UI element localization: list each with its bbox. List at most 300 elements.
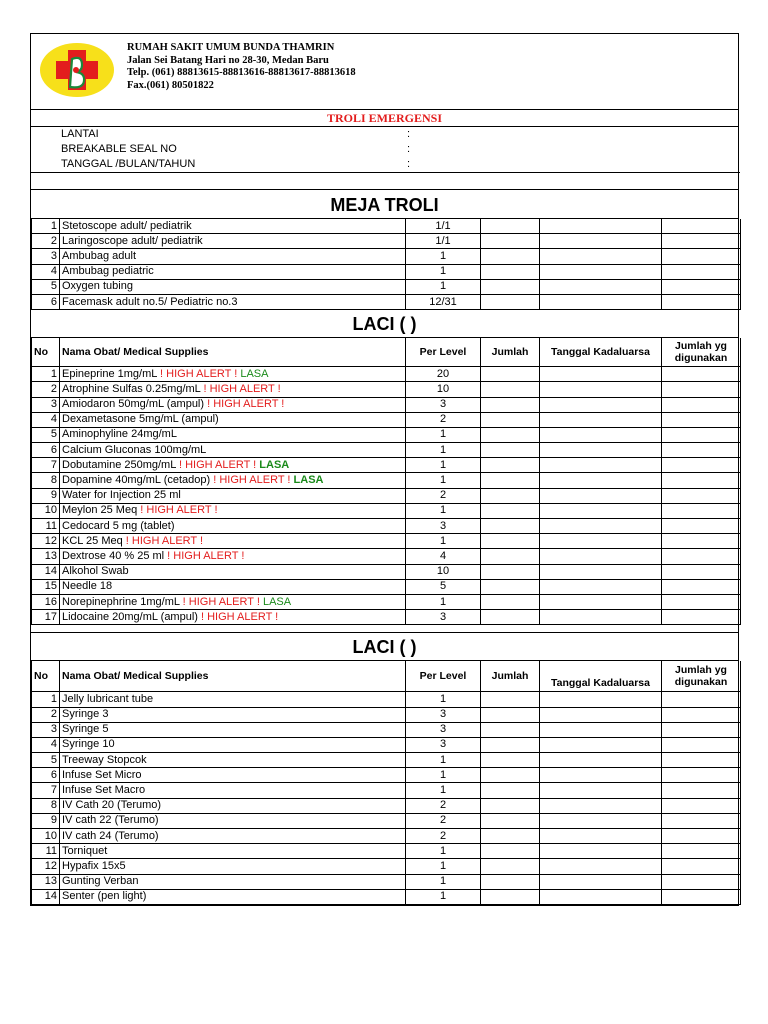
jumlah-cell[interactable]	[481, 443, 540, 458]
table-row	[32, 503, 741, 518]
info-blank	[31, 127, 59, 142]
table-row	[32, 737, 741, 752]
item-name-cell	[60, 737, 406, 752]
digunakan-cell[interactable]	[662, 783, 741, 798]
tanggal-cell[interactable]	[540, 783, 662, 798]
item-name-cell	[60, 610, 406, 625]
item-name: Stetoscope adult/ pediatrik	[60, 219, 406, 234]
jumlah-cell[interactable]	[481, 382, 540, 397]
item-name: Needle 18	[62, 580, 113, 593]
item-name-cell	[60, 473, 406, 488]
item-name: Jelly lubricant tube	[62, 692, 154, 705]
lasa-label: LASA	[262, 595, 292, 608]
tanggal-cell[interactable]	[540, 488, 662, 503]
per-level: 1	[406, 264, 481, 279]
digunakan-cell[interactable]	[662, 594, 741, 609]
item-name-cell	[60, 564, 406, 579]
per-level: 3	[406, 707, 481, 722]
per-level: 2	[406, 412, 481, 427]
table-row	[32, 594, 741, 609]
item-name: Calcium Gluconas 100mg/mL	[62, 443, 207, 456]
item-name: Atrophine Sulfas 0.25mg/mL	[62, 382, 204, 395]
item-name-cell	[60, 813, 406, 828]
digunakan-cell[interactable]	[662, 707, 741, 722]
digunakan-cell[interactable]	[662, 219, 741, 234]
item-name-cell	[60, 382, 406, 397]
table-row	[32, 798, 741, 813]
laci-2-title: LACI ( )	[31, 632, 738, 661]
row-number: 5	[32, 427, 60, 442]
item-name: Lidocaine 20mg/mL (ampul)	[62, 610, 201, 623]
row-number: 8	[32, 798, 60, 813]
table-row	[32, 397, 741, 412]
jumlah-cell[interactable]	[481, 737, 540, 752]
item-name-cell	[60, 412, 406, 427]
table-row	[32, 692, 741, 707]
row-number: 2	[32, 234, 60, 249]
digunakan-cell[interactable]	[662, 722, 741, 737]
per-level: 1	[406, 889, 481, 904]
per-level: 1	[406, 844, 481, 859]
digunakan-cell[interactable]	[662, 264, 741, 279]
jumlah-cell[interactable]	[481, 859, 540, 874]
form-sheet	[30, 33, 739, 906]
tanggal-cell[interactable]	[540, 473, 662, 488]
laci-2-table	[31, 661, 741, 905]
item-name: Ambubag pediatric	[60, 264, 406, 279]
high-alert-label: ! HIGH ALERT !	[167, 549, 245, 562]
per-level: 1/1	[406, 234, 481, 249]
tanggal-cell[interactable]	[540, 829, 662, 844]
table-row	[32, 249, 741, 264]
digunakan-cell[interactable]	[662, 234, 741, 249]
table-row	[32, 813, 741, 828]
row-number: 5	[32, 753, 60, 768]
per-level: 1	[406, 594, 481, 609]
jumlah-cell[interactable]	[481, 488, 540, 503]
item-name: Cedocard 5 mg (tablet)	[62, 519, 175, 532]
lasa-label: LASA	[293, 474, 324, 487]
row-number: 7	[32, 783, 60, 798]
per-level: 2	[406, 813, 481, 828]
table-header-row	[32, 338, 741, 367]
item-name-cell	[60, 549, 406, 564]
hospital-address: Jalan Sei Batang Hari no 28-30, Medan Baru	[127, 54, 329, 66]
tanggal-cell[interactable]	[540, 264, 662, 279]
jumlah-cell[interactable]	[481, 412, 540, 427]
jumlah-cell[interactable]	[481, 397, 540, 412]
per-level: 1	[406, 874, 481, 889]
digunakan-cell[interactable]	[662, 549, 741, 564]
tanggal-cell[interactable]	[540, 564, 662, 579]
item-name: Dexametasone 5mg/mL (ampul)	[62, 413, 219, 426]
row-number: 10	[32, 829, 60, 844]
tanggal-cell[interactable]	[540, 549, 662, 564]
tanggal-cell[interactable]	[540, 234, 662, 249]
header-digunakan: Jumlah yg digunakan	[662, 661, 741, 692]
jumlah-cell[interactable]	[481, 534, 540, 549]
table-row	[32, 889, 741, 904]
tanggal-cell[interactable]	[540, 397, 662, 412]
row-number: 6	[32, 443, 60, 458]
table-row	[32, 488, 741, 503]
tanggal-cell[interactable]	[540, 889, 662, 904]
digunakan-cell[interactable]	[662, 874, 741, 889]
tanggal-cell[interactable]	[540, 610, 662, 625]
laci-1-title: LACI ( )	[31, 310, 738, 338]
row-number: 7	[32, 458, 60, 473]
digunakan-cell[interactable]	[662, 294, 741, 309]
table-row	[32, 473, 741, 488]
row-number: 12	[32, 859, 60, 874]
item-name-cell	[60, 367, 406, 382]
table-row	[32, 610, 741, 625]
table-header-row	[32, 661, 741, 692]
table-row	[32, 874, 741, 889]
item-name-cell	[60, 503, 406, 518]
item-name: Laringoscope adult/ pediatrik	[60, 234, 406, 249]
jumlah-cell[interactable]	[481, 707, 540, 722]
row-number: 6	[32, 294, 60, 309]
tanggal-cell[interactable]	[540, 737, 662, 752]
row-number: 9	[32, 488, 60, 503]
tanggal-cell[interactable]	[540, 427, 662, 442]
jumlah-cell[interactable]	[481, 519, 540, 534]
jumlah-cell[interactable]	[481, 367, 540, 382]
info-blank	[31, 157, 59, 173]
digunakan-cell[interactable]	[662, 692, 741, 707]
letterhead	[31, 34, 738, 110]
header-name: Nama Obat/ Medical Supplies	[60, 661, 406, 692]
tanggal-cell[interactable]	[540, 382, 662, 397]
tanggal-cell[interactable]	[540, 519, 662, 534]
jumlah-cell[interactable]	[481, 722, 540, 737]
item-name-cell	[60, 443, 406, 458]
table-row	[32, 279, 741, 294]
item-name: Dextrose 40 % 25 ml	[62, 549, 168, 562]
spacer-row	[31, 173, 738, 190]
jumlah-cell[interactable]	[481, 610, 540, 625]
digunakan-cell[interactable]	[662, 427, 741, 442]
tanggal-cell[interactable]	[540, 722, 662, 737]
tanggal-cell[interactable]	[540, 768, 662, 783]
tanggal-cell[interactable]	[540, 874, 662, 889]
table-row	[32, 564, 741, 579]
table-row	[32, 427, 741, 442]
item-name-cell	[60, 594, 406, 609]
table-row	[32, 458, 741, 473]
tanggal-cell[interactable]	[540, 753, 662, 768]
digunakan-cell[interactable]	[662, 844, 741, 859]
jumlah-cell[interactable]	[481, 279, 540, 294]
jumlah-cell[interactable]	[481, 473, 540, 488]
per-level: 1	[406, 534, 481, 549]
row-number: 4	[32, 412, 60, 427]
item-name-cell	[60, 519, 406, 534]
digunakan-cell[interactable]	[662, 753, 741, 768]
row-number: 1	[32, 692, 60, 707]
item-name: Alkohol Swab	[62, 565, 129, 578]
jumlah-cell[interactable]	[481, 874, 540, 889]
item-name: Norepinephrine 1mg/mL	[62, 595, 183, 608]
jumlah-cell[interactable]	[481, 692, 540, 707]
per-level: 4	[406, 549, 481, 564]
info-value-field[interactable]: :	[407, 158, 411, 170]
item-name: Syringe 3	[62, 708, 109, 721]
item-name-cell	[60, 753, 406, 768]
tanggal-cell[interactable]	[540, 707, 662, 722]
form-title: TROLI EMERGENSI	[31, 110, 738, 127]
info-table	[31, 127, 740, 173]
jumlah-cell[interactable]	[481, 889, 540, 904]
jumlah-cell[interactable]	[481, 768, 540, 783]
per-level: 1	[406, 783, 481, 798]
digunakan-cell[interactable]	[662, 367, 741, 382]
header-per-level: Per Level	[406, 338, 481, 367]
jumlah-cell[interactable]	[481, 564, 540, 579]
hospital-name: RUMAH SAKIT UMUM BUNDA THAMRIN	[127, 42, 335, 53]
item-name-cell	[60, 798, 406, 813]
digunakan-cell[interactable]	[662, 813, 741, 828]
item-name: Meylon 25 Meq	[62, 504, 141, 517]
digunakan-cell[interactable]	[662, 443, 741, 458]
per-level: 2	[406, 488, 481, 503]
item-name-cell	[60, 458, 406, 473]
row-number: 4	[32, 264, 60, 279]
tanggal-cell[interactable]	[540, 443, 662, 458]
digunakan-cell[interactable]	[662, 397, 741, 412]
digunakan-cell[interactable]	[662, 798, 741, 813]
lasa-label: LASA	[240, 367, 269, 380]
jumlah-cell[interactable]	[481, 579, 540, 594]
row-number: 2	[32, 382, 60, 397]
jumlah-cell[interactable]	[481, 294, 540, 309]
table-row	[32, 829, 741, 844]
header-per-level: Per Level	[406, 661, 481, 692]
per-level: 3	[406, 519, 481, 534]
header-digunakan: Jumlah yg digunakan	[662, 338, 741, 367]
lasa-label: LASA	[259, 458, 290, 471]
item-name-cell	[60, 783, 406, 798]
tanggal-cell[interactable]	[540, 412, 662, 427]
tanggal-cell[interactable]	[540, 219, 662, 234]
item-name: Dopamine 40mg/mL (cetadop)	[62, 474, 214, 487]
table-row	[32, 753, 741, 768]
header-no: No	[32, 338, 60, 367]
jumlah-cell[interactable]	[481, 219, 540, 234]
high-alert-label: ! HIGH ALERT !	[207, 398, 285, 411]
hospital-phone: Telp. (061) 88813615-88813616-88813617-88813618	[127, 67, 356, 79]
jumlah-cell[interactable]	[481, 594, 540, 609]
digunakan-cell[interactable]	[662, 829, 741, 844]
tanggal-cell[interactable]	[540, 692, 662, 707]
row-number: 1	[32, 367, 60, 382]
row-number: 3	[32, 397, 60, 412]
tanggal-cell[interactable]	[540, 367, 662, 382]
table-row	[32, 382, 741, 397]
jumlah-cell[interactable]	[481, 249, 540, 264]
header-name: Nama Obat/ Medical Supplies	[60, 338, 406, 367]
per-level: 1	[406, 503, 481, 518]
per-level: 10	[406, 564, 481, 579]
meja-troli-table	[31, 219, 741, 310]
row-number: 11	[32, 844, 60, 859]
tanggal-cell[interactable]	[540, 503, 662, 518]
digunakan-cell[interactable]	[662, 473, 741, 488]
info-label: LANTAI	[61, 128, 99, 140]
tanggal-cell[interactable]	[540, 798, 662, 813]
per-level: 3	[406, 737, 481, 752]
table-row	[32, 219, 741, 234]
item-name: Syringe 5	[62, 723, 109, 736]
item-name-cell	[60, 859, 406, 874]
per-level: 1	[406, 768, 481, 783]
row-number: 15	[32, 579, 60, 594]
info-row	[31, 157, 740, 173]
table-row	[32, 367, 741, 382]
table-row	[32, 412, 741, 427]
item-name-cell	[60, 692, 406, 707]
tanggal-cell[interactable]	[540, 458, 662, 473]
table-row	[32, 768, 741, 783]
jumlah-cell[interactable]	[481, 753, 540, 768]
per-level: 1	[406, 443, 481, 458]
high-alert-label: ! HIGH ALERT !	[140, 504, 218, 517]
digunakan-cell[interactable]	[662, 889, 741, 904]
item-name: Aminophyline 24mg/mL	[62, 428, 177, 441]
tanggal-cell[interactable]	[540, 859, 662, 874]
row-number: 13	[32, 874, 60, 889]
item-name-cell	[60, 874, 406, 889]
hospital-logo-icon	[39, 42, 115, 98]
per-level: 10	[406, 382, 481, 397]
tanggal-cell[interactable]	[540, 279, 662, 294]
high-alert-label: ! HIGH ALERT !	[160, 367, 241, 380]
jumlah-cell[interactable]	[481, 798, 540, 813]
digunakan-cell[interactable]	[662, 579, 741, 594]
tanggal-cell[interactable]	[540, 294, 662, 309]
item-name: Infuse Set Macro	[62, 784, 146, 797]
table-row	[32, 549, 741, 564]
tanggal-cell[interactable]	[540, 844, 662, 859]
per-level: 1	[406, 249, 481, 264]
row-number: 8	[32, 473, 60, 488]
row-number: 1	[32, 219, 60, 234]
digunakan-cell[interactable]	[662, 534, 741, 549]
item-name: Treeway Stopcok	[62, 753, 147, 766]
hospital-fax: Fax.(061) 80501822	[127, 79, 214, 91]
row-number: 16	[32, 594, 60, 609]
tanggal-cell[interactable]	[540, 534, 662, 549]
item-name: Facemask adult no.5/ Pediatric no.3	[60, 294, 406, 309]
digunakan-cell[interactable]	[662, 412, 741, 427]
info-value-field[interactable]: :	[407, 128, 411, 140]
per-level: 3	[406, 610, 481, 625]
jumlah-cell[interactable]	[481, 829, 540, 844]
item-name: Epineprine 1mg/mL	[62, 367, 161, 380]
row-number: 14	[32, 564, 60, 579]
item-name-cell	[60, 889, 406, 904]
item-name-cell	[60, 844, 406, 859]
digunakan-cell[interactable]	[662, 519, 741, 534]
table-row	[32, 519, 741, 534]
digunakan-cell[interactable]	[662, 610, 741, 625]
header-no: No	[32, 661, 60, 692]
high-alert-label: ! HIGH ALERT !	[179, 458, 260, 471]
table-row	[32, 844, 741, 859]
item-name-cell	[60, 707, 406, 722]
jumlah-cell[interactable]	[481, 264, 540, 279]
jumlah-cell[interactable]	[481, 503, 540, 518]
tanggal-cell[interactable]	[540, 249, 662, 264]
info-value-field[interactable]: :	[407, 143, 411, 155]
high-alert-label: ! HIGH ALERT !	[201, 610, 279, 623]
jumlah-cell[interactable]	[481, 783, 540, 798]
row-number: 14	[32, 889, 60, 904]
item-name: Syringe 10	[62, 738, 115, 751]
item-name: Gunting Verban	[62, 875, 139, 888]
digunakan-cell[interactable]	[662, 488, 741, 503]
item-name: IV cath 22 (Terumo)	[62, 814, 159, 827]
jumlah-cell[interactable]	[481, 234, 540, 249]
digunakan-cell[interactable]	[662, 859, 741, 874]
info-blank	[31, 142, 59, 157]
jumlah-cell[interactable]	[481, 813, 540, 828]
item-name: Ambubag adult	[60, 249, 406, 264]
digunakan-cell[interactable]	[662, 458, 741, 473]
digunakan-cell[interactable]	[662, 737, 741, 752]
table-row	[32, 783, 741, 798]
row-number: 5	[32, 279, 60, 294]
jumlah-cell[interactable]	[481, 844, 540, 859]
header-tanggal: Tanggal Kadaluarsa	[540, 661, 662, 692]
digunakan-cell[interactable]	[662, 768, 741, 783]
table-row	[32, 707, 741, 722]
table-row	[32, 234, 741, 249]
tanggal-cell[interactable]	[540, 813, 662, 828]
per-level: 2	[406, 798, 481, 813]
per-level: 1	[406, 279, 481, 294]
digunakan-cell[interactable]	[662, 249, 741, 264]
meja-troli-title: MEJA TROLI	[31, 190, 738, 219]
item-name-cell	[60, 488, 406, 503]
tanggal-cell[interactable]	[540, 579, 662, 594]
jumlah-cell[interactable]	[481, 549, 540, 564]
table-row	[32, 722, 741, 737]
jumlah-cell[interactable]	[481, 427, 540, 442]
digunakan-cell[interactable]	[662, 564, 741, 579]
item-name: Senter (pen light)	[62, 890, 147, 903]
item-name: Oxygen tubing	[60, 279, 406, 294]
digunakan-cell[interactable]	[662, 503, 741, 518]
per-level: 1	[406, 692, 481, 707]
high-alert-label: ! HIGH ALERT !	[182, 595, 263, 608]
per-level: 12/31	[406, 294, 481, 309]
row-number: 2	[32, 707, 60, 722]
item-name-cell	[60, 534, 406, 549]
digunakan-cell[interactable]	[662, 382, 741, 397]
jumlah-cell[interactable]	[481, 458, 540, 473]
per-level: 1	[406, 473, 481, 488]
row-number: 3	[32, 722, 60, 737]
item-name-cell	[60, 768, 406, 783]
digunakan-cell[interactable]	[662, 279, 741, 294]
per-level: 5	[406, 579, 481, 594]
table-row	[32, 294, 741, 309]
tanggal-cell[interactable]	[540, 594, 662, 609]
per-level: 3	[406, 722, 481, 737]
item-name-cell	[60, 397, 406, 412]
